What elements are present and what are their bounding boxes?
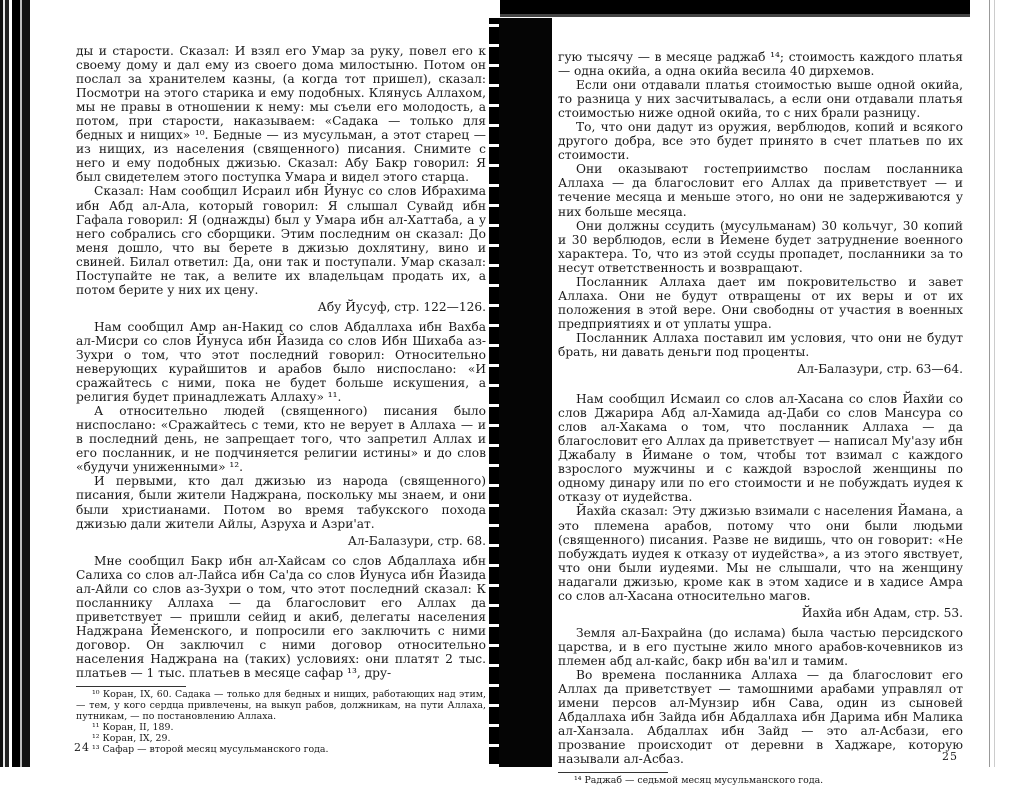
footnote: ¹⁰ Коран, IX, 60. Садака — только для бедных и нищих, работающих над этим, — тем, у кого сердца привлечены, на выкуп рабов, должникам, на пути Аллаха, путникам, — по постановлению Аллаха. <box>76 689 486 723</box>
footnote: ¹² Коран, IX, 29. <box>92 733 171 745</box>
scan-edge-left <box>0 0 44 767</box>
footnotes <box>76 686 486 755</box>
paragraph: гую тысячу — в месяце раджаб ¹⁴; стоимость каждого платья — одна окийа, а одна окийа весила 40 дирхемов. <box>558 50 963 79</box>
paragraph: Нам сообщил Исмаил со слов ал-Хасана со слов Йахйи со слов Джарира Абд ал-Хамида ад-Даби со слов Мансура со слов ал-Хакама о том, что посланник Аллаха — да благословит его Аллах да приветствует — написал Му'азу ибн Джабалу в Йимане о том, чтобы тот взимал с каждого взрослого мужчины и с каждой взрослой женщины по одному динару или по его стоимости и не побуждать иудея к отказу от иудейства. <box>558 392 963 505</box>
source-citation: Ал-Балазури, стр. 68. <box>347 533 486 548</box>
right-page <box>558 50 963 786</box>
paragraph: То, что они дадут из оружия, верблюдов, копий и всякого другого добра, все это будет принято в счет платьев по их стоимости. <box>558 120 963 163</box>
footnote: ¹³ Сафар — второй месяц мусульманского года. <box>92 744 329 756</box>
page-number-left: 24 <box>74 741 90 754</box>
footnote: ¹¹ Коран, II, 189. <box>92 722 174 734</box>
paragraph: И первыми, кто дал джизью из народа (священного) писания, были жители Наджрана, поскольку мы знаем, и они были христианами. Потом во время табукского похода джизью дали жители Айлы, Азруха и Азри'ат. <box>76 474 486 531</box>
footnote-rule <box>558 772 668 773</box>
paragraph: Посланник Аллаха поставил им условия, что они не будут брать, ни давать деньги под проценты. <box>558 330 963 359</box>
source-citation: Абу Йусуф, стр. 122—126. <box>317 299 486 314</box>
source-citation: Ал-Балазури, стр. 63—64. <box>796 362 963 377</box>
paragraph: Сказал: Нам сообщил Исраил ибн Йунус со слов Ибрахима ибн Абд ал-Ала, который говорил: Я слышал Сувайд ибн Гафала говорил: Я (однажды) был у Умара ибн ал-Хаттаба, а у него собрались сго сборщики. Этим последним он сказал: До меня дошло, что вы берете в джизью дохлятину, вино и свиней. Билал ответил: Да, они так и поступали. Умар сказал: Поступайте не так, а велите их владельцам продать их, а потом берите у них их цену. <box>76 184 486 297</box>
book-gutter-shadow <box>497 18 552 767</box>
paragraph: Мне сообщил Бакр ибн ал-Хайсам со слов Абдаллаха ибн Салиха со слов ал-Лайса ибн Са'да со слов Йунуса ибн Йазида ал-Айли со слов аз-Зухри о том, что этот последний сказал: К посланнику Аллаха — да благословит его Аллах да приветствует — пришли сейид и акиб, делегаты населения Наджрана Йеменского, и попросили его заключить с ними договор. Он заключил с ними договор относительно населения Наджрана на (таких) условиях: они платят 2 тыс. платьев — 1 тыс. платьев в месяце сафар ¹³, дру- <box>76 553 486 681</box>
paragraph: Если они отдавали платья стоимостью выше одной окийа, то разница у них засчитывалась, а если они отдавали платья стоимостью ниже одной окийа, то с них брали разницу. <box>558 78 963 121</box>
footnote-rule <box>76 686 186 687</box>
scan-edge-right <box>985 0 1024 767</box>
paragraph: Нам сообщил Амр ан-Накид со слов Абдаллаха ибн Вахба ал-Мисри со слов Йунуса ибн Йазида со слов Ибн Шихаба аз-Зухри о том, что этот последний говорил: Относительно неверующих курайшитов и арабов было ниспослано: «И сражайтесь с ними, пока не будет больше искушения, а религия будет принадлежать Аллаху» ¹¹. <box>76 319 486 405</box>
source-citation: Йахйа ибн Адам, стр. 53. <box>801 605 963 620</box>
scan-top-shadow <box>500 0 970 24</box>
footnotes <box>558 772 963 786</box>
footnote: ¹⁴ Раджаб — седьмой месяц мусульманского года. <box>574 775 824 786</box>
left-page <box>76 44 486 755</box>
page-number-right: 25 <box>942 750 958 763</box>
paragraph: Во времена посланника Аллаха — да благословит его Аллах да приветствует — тамошними арабами управлял от имени персов ал-Мунзир ибн Сава, один из сыновей Абдаллаха ибн Зайда ибн Абдаллаха ибн Дарима ибн Малика ал-Ханзала. Абдаллах ибн Зайд — это ал-Асбази, его прозвание происходит от деревни в Хаджаре, которую называли ал-Асбаз. <box>558 667 963 767</box>
paragraph: Они оказывают гостеприимство послам посланника Аллаха — да благословит его Аллах да приветствует — и течение месяца и меньше этого, но они не задерживаются у них больше месяца. <box>558 162 963 219</box>
paragraph: Они должны ссудить (мусульманам) 30 кольчуг, 30 копий и 30 верблюдов, если в Йемене будет затруднение военного характера. То, что из этой ссуды пропадет, посланники за то несут ответственность и возвращают. <box>558 218 963 275</box>
paragraph: А относительно людей (священного) писания было ниспослано: «Сражайтесь с теми, кто не верует в Аллаха — и в последний день, не запрещает того, что запретил Аллах и его посланник, и не подчиняется религии истины» и до слов «будучи униженными» ¹². <box>76 404 486 475</box>
paragraph: Посланник Аллаха дает им покровительство и завет Аллаха. Они не будут отвращены от их веры и от их положения в этой вере. Они свободны от участия в военных предприятиях и от уплаты ушра. <box>558 274 963 331</box>
paragraph: Йахйа сказал: Эту джизью взимали с населения Йамана, а это племена арабов, потому что они были людьми (священного) писания. Разве не видишь, что он говорит: «Не побуждать иудея к отказу от иудейства», а из этого явствует, что они были иудеями. Мы не слышали, что на женщину надагали джизью, кроме как в этом хадисе и в хадисе Амра со слов ал-Хасана относительно магов. <box>558 504 963 603</box>
paragraph: ды и старости. Сказал: И взял его Умар за руку, повел его к своему дому и дал ему из своего дома милостыню. Потом он послал за хранителем казны, (а когда тот пришел), сказал: Посмотри на этого старика и ему подобных. Клянусь Аллахом, мы не правы в отношении к нему: мы съели его молодость, а потом, при старости, наказываем: «Садака — только для бедных и нищих» ¹⁰. Бедные — из мусульман, а этот старец — из нищих, из населения (священного) писания. Снимите с него и ему подобных джизью. Сказал: Абу Бакр говорил: Я был свидетелем этого поступка Умара и видел этого старца. <box>76 44 486 185</box>
paragraph: Земля ал-Бахрайна (до ислама) была частью персидского царства, и в его пустыне жило много арабов-кочевников из племен абд ал-кайс, бакр ибн ва'ил и тамим. <box>558 625 963 668</box>
